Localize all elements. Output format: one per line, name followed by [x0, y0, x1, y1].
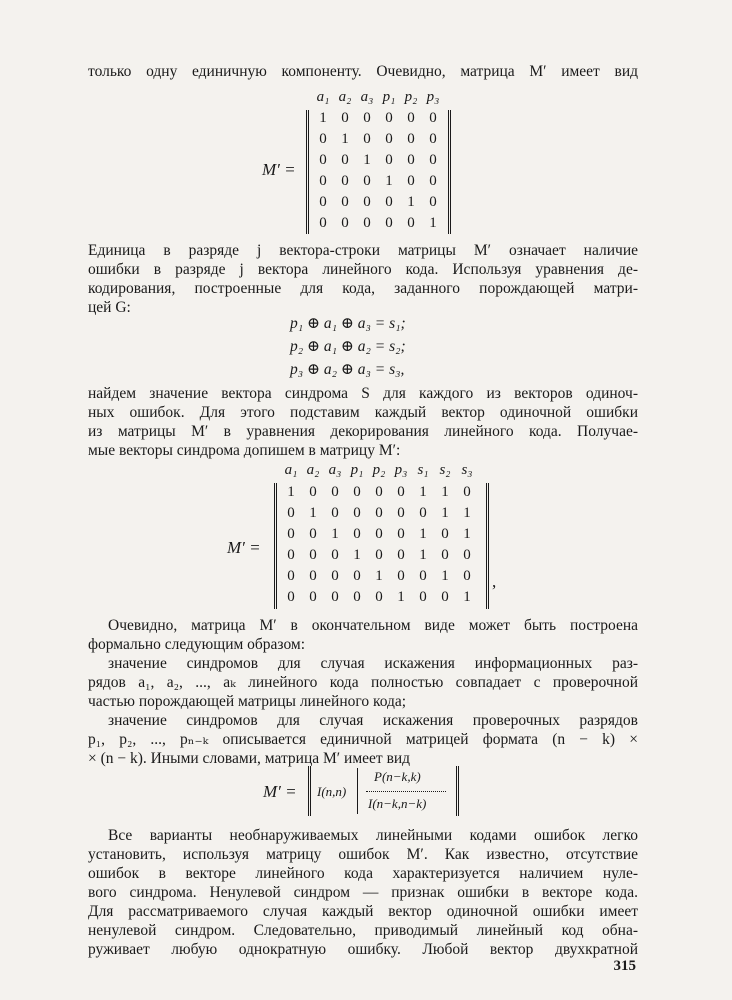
matrix-cell: 0 — [463, 568, 471, 584]
text-line: мые векторы синдрома допишем в матрицу M′: — [88, 442, 401, 459]
matrix-cell: 0 — [429, 131, 437, 147]
matrix-left-bracket — [306, 110, 309, 234]
matrix-cell: 0 — [463, 547, 471, 563]
matrix-cell: 1 — [463, 589, 471, 605]
matrix-cell: 0 — [441, 589, 449, 605]
matrix-cell: 0 — [287, 526, 295, 542]
matrix-cell: 0 — [287, 589, 295, 605]
matrix-cell: 0 — [319, 215, 327, 231]
matrix-cell: 1 — [419, 526, 427, 542]
matrix-cell: 0 — [309, 547, 317, 563]
matrix-cell: 0 — [375, 505, 383, 521]
matrix-cell: 0 — [353, 589, 361, 605]
matrix-cell: 0 — [407, 152, 415, 168]
text-line: рядов a₁, a₂, ..., aₖ линейного кода полностью совпадает с проверочной — [88, 674, 638, 691]
column-header: s₃ — [461, 462, 473, 478]
matrix-cell: 0 — [407, 215, 415, 231]
matrix-cell: 0 — [375, 526, 383, 542]
identity-block-small: I(n−k,n−k) — [368, 796, 427, 811]
text-line: цей G: — [88, 299, 131, 316]
block-divider — [357, 768, 358, 814]
parity-block: P(n−k,k) — [374, 769, 421, 784]
column-header: a₁ — [316, 89, 330, 105]
column-header: p₂ — [372, 462, 386, 478]
equation: p₁ ⊕ a₁ ⊕ a₃ = s₁; — [290, 315, 406, 332]
text-line: из матрицы M′ в уравнения декорирования линейного кода. Получае- — [88, 423, 638, 440]
matrix-cell: 0 — [419, 568, 427, 584]
matrix-cell: 1 — [407, 194, 415, 210]
matrix-cell: 0 — [385, 152, 393, 168]
matrix-cell: 1 — [385, 173, 393, 189]
matrix-cell: 0 — [287, 505, 295, 521]
matrix-cell: 0 — [363, 110, 371, 126]
matrix-cell: 0 — [341, 110, 349, 126]
text-line: ошибки в разряде j вектора линейного кода. Используя уравнения де- — [88, 261, 638, 278]
matrix-cell: 0 — [419, 589, 427, 605]
text-line: частью порождающей матрицы линейного кода; — [88, 693, 407, 710]
text-line: Для рассматриваемого случая каждый вектор одиночной ошибки имеет — [88, 903, 638, 920]
matrix-cell: 0 — [341, 194, 349, 210]
matrix-cell: 0 — [287, 547, 295, 563]
text-line: Очевидно, матрица M′ в окончательном виде может быть построена — [108, 617, 638, 634]
matrix-cell: 0 — [331, 505, 339, 521]
column-header: p₁ — [382, 89, 396, 105]
matrix-cell: 0 — [341, 215, 349, 231]
text-line: найдем значение вектора синдрома S для каждого из векторов одиноч- — [88, 385, 638, 402]
text-line: кодирования, построенные для кода, заданного порождающей матри- — [88, 280, 638, 297]
matrix-cell: 0 — [287, 568, 295, 584]
matrix-cell: 0 — [397, 547, 405, 563]
matrix-cell: 0 — [309, 568, 317, 584]
text-line: Единица в разряде j вектора-строки матрицы M′ означает наличие — [88, 242, 638, 259]
matrix-cell: 1 — [441, 505, 449, 521]
matrix-cell: 0 — [353, 568, 361, 584]
column-header: s₁ — [417, 462, 429, 478]
column-header: p₃ — [394, 462, 408, 478]
matrix-cell: 0 — [397, 568, 405, 584]
matrix-cell: 0 — [331, 589, 339, 605]
matrix-cell: 1 — [353, 547, 361, 563]
matrix-cell: 1 — [429, 215, 437, 231]
column-header: p₁ — [350, 462, 364, 478]
matrix-cell: 1 — [441, 484, 449, 500]
text-line: ошибок в векторе линейного кода характеризуется наличием нуле- — [88, 865, 638, 882]
matrix-cell: 0 — [385, 194, 393, 210]
matrix-cell: 1 — [287, 484, 295, 500]
matrix-cell: 0 — [463, 484, 471, 500]
matrix-cell: 0 — [429, 110, 437, 126]
matrix-label: M′ = — [262, 160, 296, 179]
matrix-cell: 0 — [331, 547, 339, 563]
matrix-cell: 0 — [375, 484, 383, 500]
equation: p₃ ⊕ a₂ ⊕ a₃ = s₃, — [290, 361, 405, 378]
matrix-cell: 0 — [441, 526, 449, 542]
text-line: ных ошибок. Для этого подставим каждый вектор одиночной ошибки — [88, 404, 638, 421]
matrix-cell: 1 — [419, 547, 427, 563]
text-line: только одну единичную компоненту. Очевидно, матрица M′ имеет вид — [88, 63, 638, 80]
matrix-cell: 0 — [309, 589, 317, 605]
column-header: a₃ — [360, 89, 374, 105]
matrix-cell: 0 — [319, 173, 327, 189]
matrix-cell: 0 — [363, 173, 371, 189]
column-header: a₂ — [306, 462, 320, 478]
matrix-label: M′ = — [227, 538, 261, 557]
text-line: значение синдромов для случая искажения информационных раз- — [108, 655, 638, 672]
matrix-label: M′ = — [263, 782, 297, 801]
matrix-cell: 0 — [397, 484, 405, 500]
matrix-cell: 0 — [375, 547, 383, 563]
column-header: a₁ — [284, 462, 298, 478]
matrix-cell: 0 — [363, 194, 371, 210]
matrix-cell: 0 — [397, 526, 405, 542]
column-header: a₃ — [328, 462, 342, 478]
matrix-cell: 0 — [319, 194, 327, 210]
text-line: × (n − k). Иными словами, матрица M′ имеет вид — [88, 750, 411, 767]
matrix-cell: 1 — [331, 526, 339, 542]
identity-block: I(n,n) — [317, 784, 347, 799]
matrix-cell: 0 — [353, 505, 361, 521]
matrix-cell: 1 — [375, 568, 383, 584]
column-header: s₂ — [439, 462, 451, 478]
text-line: p₁, p₂, ..., pₙ₋ₖ описывается единичной матрицей формата (n − k) × — [88, 731, 638, 748]
matrix-cell: 1 — [363, 152, 371, 168]
block-dotted-rule — [366, 791, 446, 792]
matrix-cell: 0 — [331, 568, 339, 584]
matrix-cell: 0 — [363, 131, 371, 147]
matrix-cell: 1 — [397, 589, 405, 605]
matrix-cell: 0 — [419, 505, 427, 521]
matrix-cell: 0 — [341, 152, 349, 168]
matrix-cell: 0 — [385, 131, 393, 147]
text-line: Все варианты необнаруживаемых линейными кодами ошибок легко — [108, 827, 638, 844]
matrix-cell: 0 — [407, 131, 415, 147]
matrix-cell: 0 — [353, 484, 361, 500]
matrix-cell: 0 — [353, 526, 361, 542]
text-line: ненулевой синдром. Следовательно, приводимый линейный код обна- — [88, 922, 638, 939]
matrix-cell: 0 — [407, 173, 415, 189]
matrix-cell: 0 — [363, 215, 371, 231]
matrix-cell: 0 — [429, 194, 437, 210]
text-line: формально следующим образом: — [88, 636, 306, 653]
matrix-cell: 0 — [375, 589, 383, 605]
column-header: p₃ — [426, 89, 440, 105]
matrix-cell: 1 — [341, 131, 349, 147]
matrix-cell: 1 — [463, 526, 471, 542]
matrix-cell: 1 — [419, 484, 427, 500]
text-line: вого синдрома. Ненулевой синдром — признак ошибки в векторе кода. — [88, 884, 638, 901]
matrix-cell: 0 — [397, 505, 405, 521]
matrix-cell: 1 — [463, 505, 471, 521]
matrix-cell: 0 — [309, 484, 317, 500]
matrix-cell: 0 — [429, 152, 437, 168]
matrix-cell: 0 — [319, 152, 327, 168]
text-line: значение синдромов для случая искажения проверочных разрядов — [108, 712, 638, 729]
matrix-cell: 0 — [385, 215, 393, 231]
matrix-cell: 0 — [407, 110, 415, 126]
matrix-cell: 0 — [429, 173, 437, 189]
page-number: 315 — [613, 958, 636, 974]
matrix-cell: 0 — [385, 110, 393, 126]
matrix-trailing-comma: , — [492, 572, 497, 591]
matrix-cell: 1 — [441, 568, 449, 584]
matrix-left-bracket — [308, 766, 311, 816]
text-line: установить, используя матрицу ошибок M′. Как известно, отсутствие — [88, 846, 638, 863]
matrix-cell: 0 — [309, 526, 317, 542]
matrix-right-bracket — [478, 483, 489, 609]
matrix-cell: 1 — [309, 505, 317, 521]
matrix-cell: 0 — [341, 173, 349, 189]
column-header: p₂ — [404, 89, 418, 105]
equation: p₂ ⊕ a₁ ⊕ a₂ = s₂; — [290, 338, 406, 355]
text-line: руживает любую однократную ошибку. Любой вектор двухкратной — [88, 941, 638, 958]
matrix-cell: 0 — [331, 484, 339, 500]
matrix-left-bracket — [274, 483, 277, 609]
matrix-right-bracket — [448, 766, 459, 816]
matrix-cell: 0 — [319, 131, 327, 147]
matrix-cell: 0 — [441, 547, 449, 563]
column-header: a₂ — [338, 89, 352, 105]
matrix-cell: 1 — [319, 110, 327, 126]
